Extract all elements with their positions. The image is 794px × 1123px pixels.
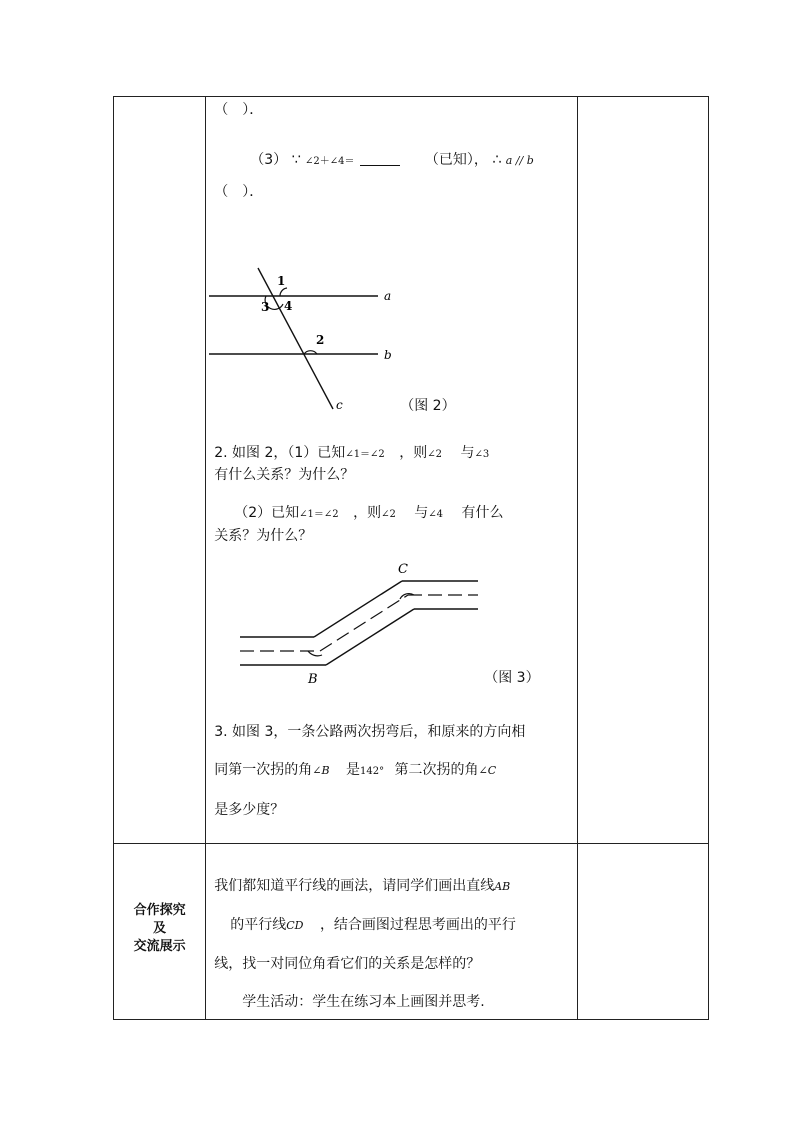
figure-3 <box>236 559 496 689</box>
q2-line-3 <box>234 504 503 524</box>
q3-prefix: （3） <box>250 152 288 168</box>
q3-line2-text: 同第一次拐的角 <box>214 762 313 778</box>
road-mid-lower <box>326 609 414 665</box>
angle-1-arc <box>280 288 287 296</box>
activity-cell <box>206 844 578 1020</box>
left-label-cell <box>114 97 206 844</box>
q3-value: 142° <box>360 766 385 777</box>
section-label-line-1: 合作探究 <box>133 903 186 918</box>
label-b: B <box>308 672 318 687</box>
activity-line1-text: 我们都知道平行线的画法，请同学们画出直线 <box>214 878 495 894</box>
because-symbol: ∵ <box>291 152 301 168</box>
q3-angle-b: ∠B <box>312 764 330 777</box>
q2-line-1 <box>214 444 489 464</box>
q3-angle-c: ∠C <box>478 764 497 777</box>
q2-line1-then: ，则 <box>399 445 428 461</box>
activity-line-3: 线，找一对同位角看它们的关系是怎样的？ <box>214 956 481 972</box>
line-cd-label: CD <box>286 919 304 932</box>
q3-reason-line <box>250 151 534 171</box>
q2-line-4: 关系？为什么？ <box>214 528 313 544</box>
q2-line3-then: ，则 <box>353 505 382 521</box>
q2-line3-what: 有什么 <box>461 505 504 521</box>
table-row <box>114 844 709 1020</box>
line-ab-label: AB <box>494 880 511 893</box>
q2-line1-text: 2. 如图 2，（1）已知 <box>214 445 346 461</box>
section-label-line-2: 及 <box>153 921 167 936</box>
figure-2-caption: （图 2） <box>400 398 456 414</box>
figure-2 <box>206 263 486 413</box>
q2-line3-text: （2）已知 <box>234 505 300 521</box>
label-c: C <box>398 562 409 577</box>
q3-is: 是 <box>346 762 360 778</box>
activity-line-2 <box>230 916 516 935</box>
figure-3-caption: （图 3） <box>484 670 540 686</box>
q3-line-3: 是多少度？ <box>214 802 285 818</box>
label-line-b: b <box>384 348 392 362</box>
q2-line1-angle-a: ∠2 <box>427 449 442 460</box>
label-line-a: a <box>384 289 392 303</box>
given-text: （已知）， <box>424 152 488 168</box>
label-angle-1: 1 <box>277 274 286 288</box>
q2-line1-angle-b: ∠3 <box>474 449 490 460</box>
q2-line1-expr: ∠1＝∠2 <box>345 449 385 460</box>
q3-second-turn: 第二次拐的角 <box>394 762 479 778</box>
activity-line-1 <box>214 877 510 896</box>
q3-line-1: 3. 如图 3，一条公路两次拐弯后，和原来的方向相 <box>214 724 526 740</box>
q2-line-2: 有什么关系？为什么？ <box>214 467 355 483</box>
q2-line3-angle-b: ∠4 <box>428 509 444 520</box>
right-notes-cell-2 <box>578 844 709 1020</box>
angle-sum-expr: ∠2＋∠4＝ <box>304 156 355 167</box>
paren-line-1: （ ）． <box>214 102 264 118</box>
table-row <box>114 97 709 844</box>
section-label-cell <box>114 844 206 1020</box>
activity-line2-text: 的平行线 <box>230 917 287 933</box>
road-mid-center <box>320 595 408 651</box>
therefore-symbol: ∴ <box>492 152 502 168</box>
section-label-line-3: 交流展示 <box>133 939 186 954</box>
q2-line3-expr: ∠1＝∠2 <box>299 509 339 520</box>
q2-line3-and: 与 <box>414 505 429 521</box>
q2-line3-angle-a: ∠2 <box>381 509 396 520</box>
lesson-table <box>113 96 709 1020</box>
activity-line2-rest: ，结合画图过程思考画出的平行 <box>319 917 516 933</box>
q3-line-2 <box>214 761 496 781</box>
parallel-expr: a // b <box>505 154 534 167</box>
label-angle-2: 2 <box>316 333 325 347</box>
label-line-c: c <box>336 398 343 412</box>
student-activity-line: 学生活动：学生在练习本上画图并思考. <box>242 994 485 1010</box>
content-cell <box>206 97 578 844</box>
label-angle-3: 3 <box>261 300 270 314</box>
section-label <box>114 844 205 956</box>
road-mid-upper <box>314 581 402 637</box>
label-angle-4: 4 <box>284 299 293 313</box>
paren-line-2: （ ）． <box>214 184 264 200</box>
right-notes-cell <box>578 97 709 844</box>
q2-line1-and: 与 <box>460 445 475 461</box>
answer-blank[interactable] <box>360 155 400 166</box>
angle-b-arc <box>308 651 322 656</box>
